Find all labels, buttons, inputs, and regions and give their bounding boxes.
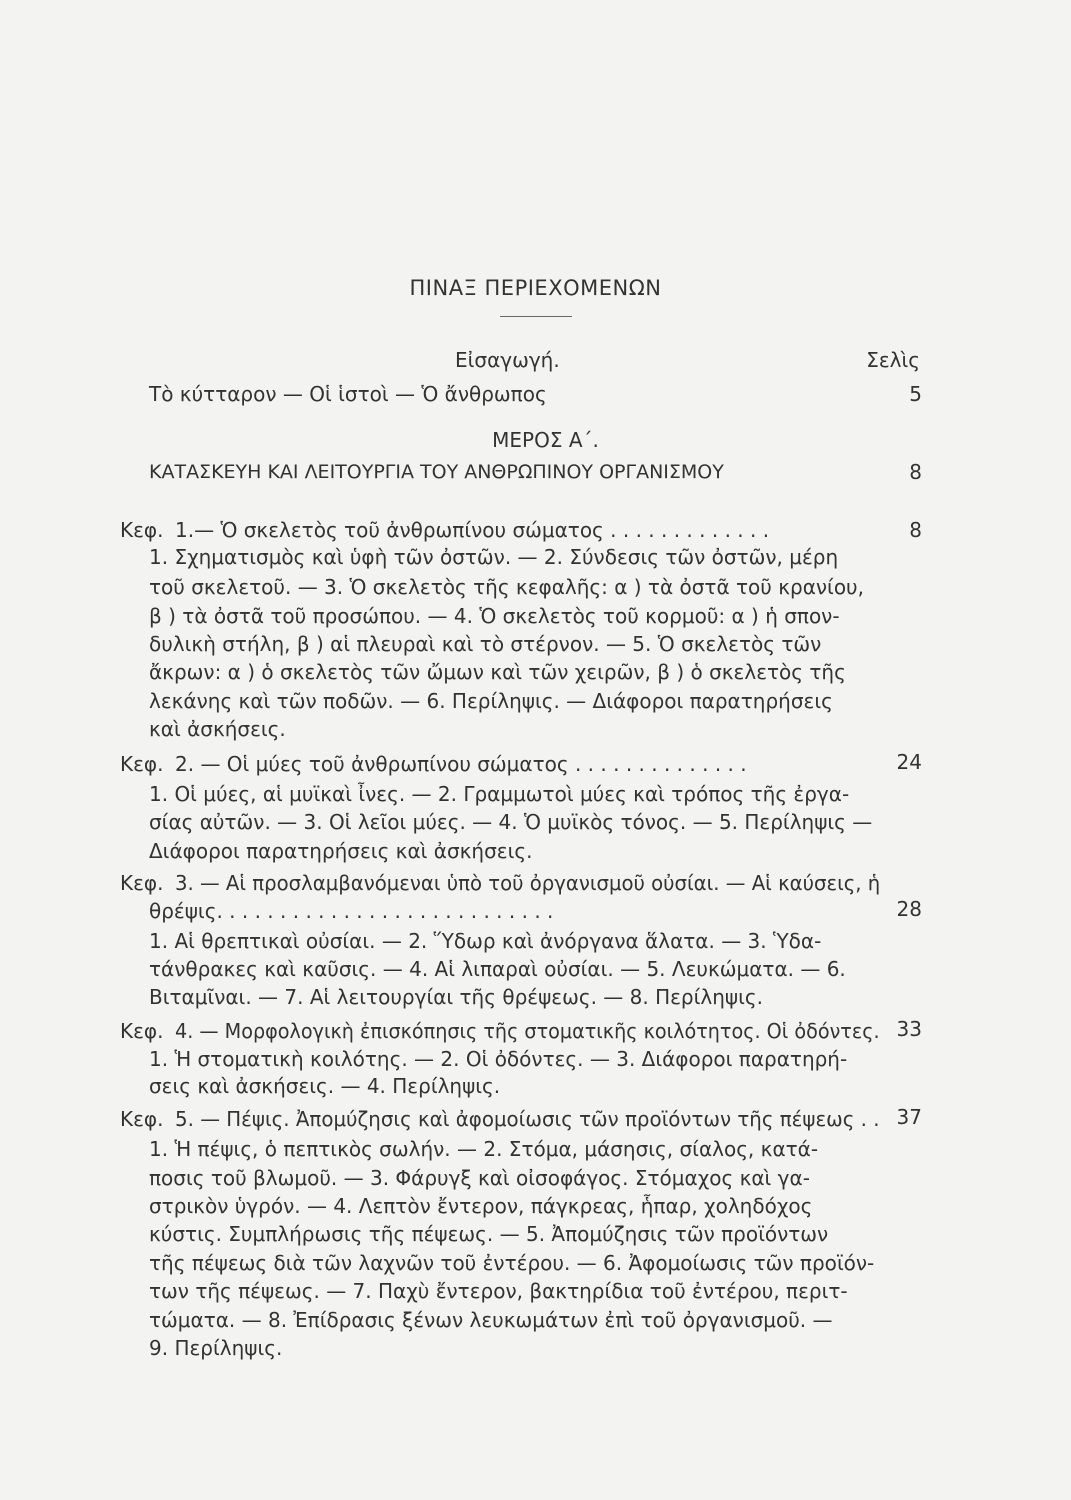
chapter-2-page: 24 — [896, 750, 922, 774]
chapter-3-line: 1. Αἱ θρεπτικαὶ οὐσίαι. — 2. Ὕδωρ καὶ ἀνόργανα ἅλατα. — 3. Ὑδα- — [149, 929, 822, 953]
chapter-3-page: 28 — [896, 897, 922, 921]
title-rule — [500, 316, 572, 317]
chapter-5-line: τώματα. — 8. Ἐπίδρασις ξένων λευκωμάτων ἐπὶ τοῦ ὀργανισμοῦ. — — [149, 1308, 833, 1332]
chapter-1-page: 8 — [909, 518, 922, 542]
chapter-5-label: Κεφ. — [120, 1107, 164, 1131]
chapter-5-line: στρικὸν ὑγρόν. — 4. Λεπτὸν ἔντερον, πάγκρεας, ἧπαρ, χοληδόχος — [149, 1194, 813, 1218]
page-title: ΠΙΝΑΞ ΠΕΡΙΕΧΟΜΕΝΩΝ — [409, 276, 662, 300]
chapter-1-line: τοῦ σκελετοῦ. — 3. Ὁ σκελετὸς τῆς κεφαλῆς: α ) τὰ ὀστᾶ τοῦ κρανίου, — [149, 575, 864, 599]
chapter-5-page: 37 — [896, 1105, 922, 1129]
chapter-1-heading: 1.— Ὁ σκελετὸς τοῦ ἀνθρωπίνου σώματος . . . . . . . . . . . . . — [175, 518, 770, 542]
chapter-5-line: 9. Περίληψις. — [149, 1336, 283, 1360]
chapter-1-line: ἄκρων: α ) ὁ σκελετὸς τῶν ὤμων καὶ τῶν χειρῶν, β ) ὁ σκελετὸς τῆς — [149, 660, 846, 684]
chapter-5-line: 1. Ἡ πέψις, ὁ πεπτικὸς σωλήν. — 2. Στόμα, μάσησις, σίαλος, κατά- — [149, 1137, 819, 1161]
chapter-5-line: κύστις. Συμπλήρωσις τῆς πέψεως. — 5. Ἀπομύζησις τῶν προϊόντων — [149, 1222, 829, 1246]
chapter-5-line: τῆς πέψεως διὰ τῶν λαχνῶν τοῦ ἐντέρου. — 6. Ἀφομοίωσις τῶν προϊόν- — [149, 1251, 875, 1275]
chapter-4-label: Κεφ. — [120, 1019, 164, 1043]
intro-page: 5 — [909, 382, 922, 406]
part-heading: ΜΕΡΟΣ Α΄. — [492, 428, 599, 452]
chapter-4-line: 1. Ἡ στοματικὴ κοιλότης. — 2. Οἱ ὀδόντες. — 3. Διάφοροι παρατηρή- — [149, 1047, 848, 1071]
chapter-1-line: λεκάνης καὶ τῶν ποδῶν. — 6. Περίληψις. — Διάφοροι παρατηρήσεις — [149, 689, 833, 713]
chapter-1-line: β ) τὰ ὀστᾶ τοῦ προσώπου. — 4. Ὁ σκελετὸς τοῦ κορμοῦ: α ) ἡ σπον- — [149, 604, 840, 628]
chapter-1-line: δυλικὴ στήλη, β ) αἱ πλευραὶ καὶ τὸ στέρνον. — 5. Ὁ σκελετὸς τῶν — [149, 632, 822, 656]
part-title: ΚΑΤΑΣΚΕΥΗ ΚΑΙ ΛΕΙΤΟΥΡΓΙΑ ΤΟΥ ΑΝΘΡΩΠΙΝΟΥ ΟΡΓΑΝΙΣΜΟΥ — [149, 461, 724, 483]
intro-entry: Τὸ κύτταρον — Οἱ ἱστοὶ — Ὁ ἄνθρωπος — [149, 382, 547, 406]
chapter-1-line: καὶ ἀσκήσεις. — [149, 717, 286, 741]
chapter-2-line: Διάφοροι παρατηρήσεις καὶ ἀσκήσεις. — [149, 839, 533, 863]
chapter-5-heading: 5. — Πέψις. Ἀπομύζησις καὶ ἀφομοίωσις τῶν προϊόντων τῆς πέψεως . . — [175, 1107, 880, 1131]
chapter-3-label: Κεφ. — [120, 871, 164, 895]
chapter-2-line: 1. Οἱ μύες, αἱ μυϊκαὶ ἶνες. — 2. Γραμμωτοὶ μύες καὶ τρόπος τῆς ἐργα- — [149, 782, 850, 806]
page-column-label: Σελὶς — [866, 348, 920, 372]
chapter-1-label: Κεφ. — [120, 518, 164, 542]
chapter-1-line: 1. Σχηματισμὸς καὶ ὑφὴ τῶν ὀστῶν. — 2. Σύνδεσις τῶν ὀστῶν, μέρη — [149, 545, 839, 569]
chapter-2-line: σίας αὐτῶν. — 3. Οἱ λεῖοι μύες. — 4. Ὁ μυϊκὸς τόνος. — 5. Περίληψις — — [149, 810, 873, 834]
part-page: 8 — [909, 460, 922, 484]
chapter-3-heading: 3. — Αἱ προσλαμβανόμεναι ὑπὸ τοῦ ὀργανισμοῦ οὐσίαι. — Αἱ καύσεις, ἡ — [175, 871, 881, 895]
chapter-4-line: σεις καὶ ἀσκήσεις. — 4. Περίληψις. — [149, 1074, 501, 1098]
chapter-3-line: τάνθρακες καὶ καῦσις. — 4. Αἱ λιπαραὶ οὐσίαι. — 5. Λευκώματα. — 6. — [149, 957, 846, 981]
chapter-2-label: Κεφ. — [120, 752, 164, 776]
chapter-5-line: των τῆς πέψεως. — 7. Παχὺ ἔντερον, βακτηρίδια τοῦ ἐντέρου, περιτ- — [149, 1279, 848, 1303]
chapter-5-line: ποσις τοῦ βλωμοῦ. — 3. Φάρυγξ καὶ οἰσοφάγος. Στόμαχος καὶ γα- — [149, 1166, 810, 1190]
chapter-4-page: 33 — [896, 1017, 922, 1041]
chapter-3-heading-cont: θρέψις. . . . . . . . . . . . . . . . . . . . . . . . . . . — [149, 899, 554, 923]
chapter-3-line: Βιταμῖναι. — 7. Αἱ λειτουργίαι τῆς θρέψεως. — 8. Περίληψις. — [149, 985, 763, 1009]
intro-heading: Εἰσαγωγή. — [455, 348, 560, 372]
chapter-4-heading: 4. — Μορφολογικὴ ἐπισκόπησις τῆς στοματικῆς κοιλότητος. Οἱ ὀδόντες. — [175, 1019, 880, 1043]
chapter-2-heading: 2. — Οἱ μύες τοῦ ἀνθρωπίνου σώματος . . . . . . . . . . . . . . — [175, 752, 747, 776]
